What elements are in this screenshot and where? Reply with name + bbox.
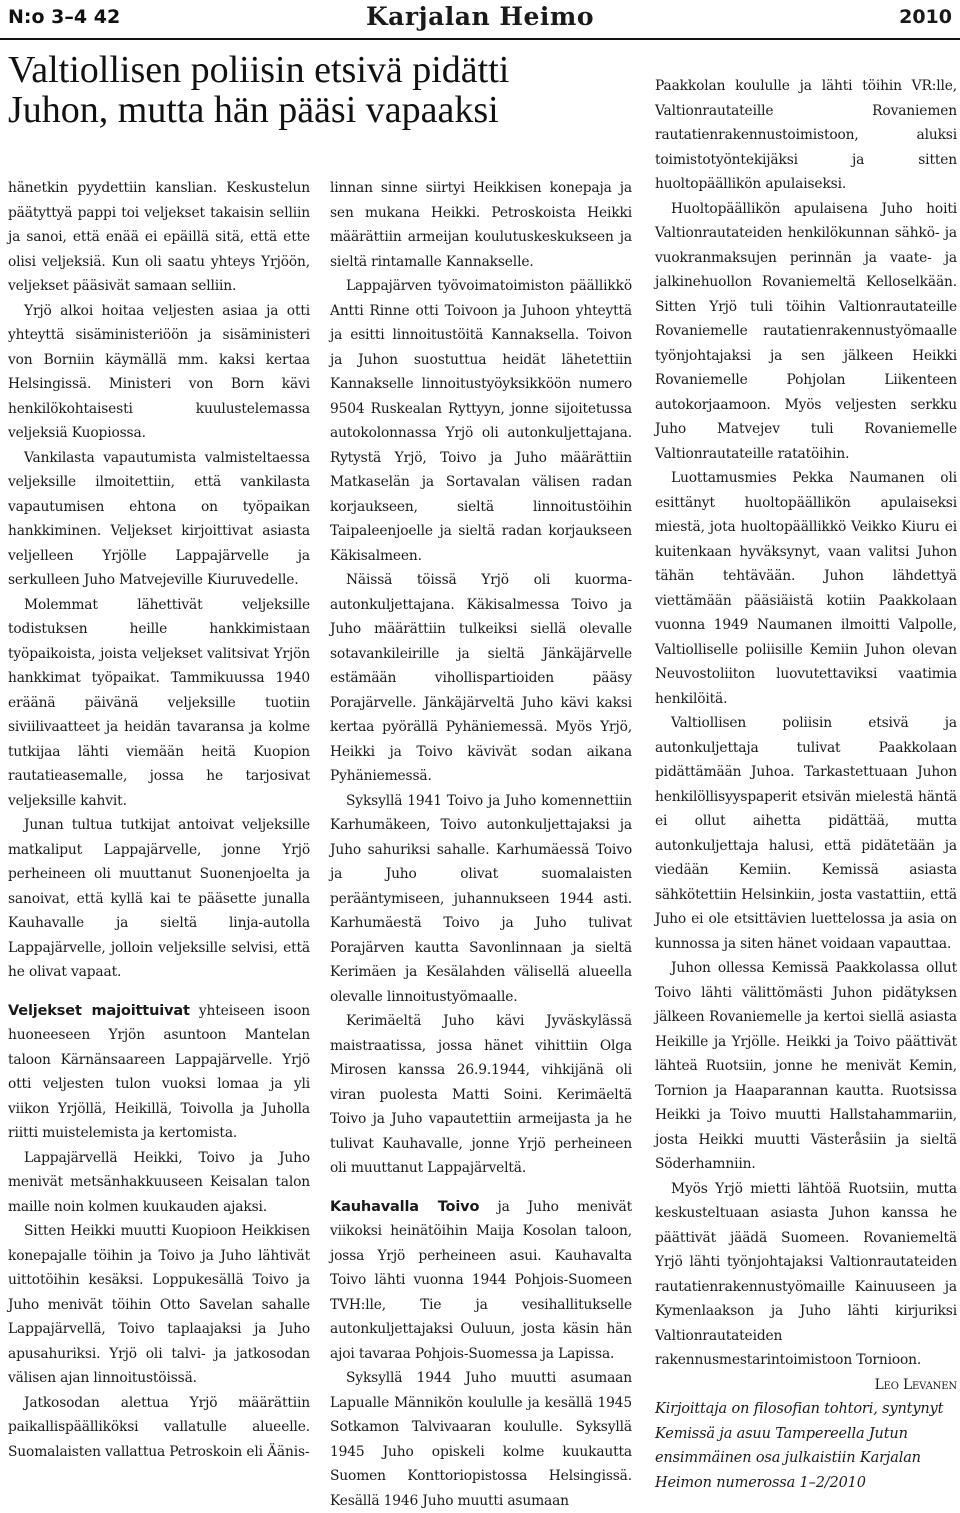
paragraph: Lappajärvellä Heikki, Toivo ja Juho menivät metsänhakkuuseen Keisalan talon maille noin kolmen kuukauden ajaksi. bbox=[8, 1149, 310, 1215]
headline-line-1: Valtiollisen poliisin etsivä pidätti bbox=[8, 49, 510, 91]
section-lead: Veljekset majoittuivat bbox=[8, 1002, 190, 1019]
paragraph: Huoltopäällikön apulaisena Juho hoiti Valtionrautateiden henkilökunnan sähkö- ja vuokranmaksujen perinnän ja vaate- ja jalkinehuollon Rovaniemeltä Kelloselkään. Sitten Yrjö tuli töihin Valtionrautateille Rovaniemelle rautatienrakennustyömaalle työnjohtajaksi ja sen jälkeen Heikki Rovaniemelle Pohjolan Liikenteen autokorjaamoon. Myös veljesten serkku Juho Matvejev tuli Rovaniemelle Valtionrautateille ratatöihin. bbox=[655, 200, 957, 462]
issue-year: 2010 bbox=[899, 6, 952, 28]
paragraph: hänetkin pyydettiin kanslian. Keskustelun päätyttyä pappi toi veljekset takaisin selliin ja sanoi, että enää ei epäillä sitä, että ette olisi veljeksiä. Kun oli saatu yhteys Yrjöön, veljekset pääsivät samaan selliin. bbox=[8, 180, 310, 294]
paragraph: Yrjö alkoi hoitaa veljesten asiaa ja otti yhteyttä sisäministeriöön ja sisäministeri von Borniin käymällä mm. kaksi kertaa Helsingissä. Ministeri von Born kävi henkilökohtaisesti kuulustelemassa veljeksiä Kuopiossa. bbox=[8, 302, 310, 441]
paragraph: Sitten Heikki muutti Kuopioon Heikkisen konepajalle töihin ja Toivo ja Juho lähtivät uittotöihin kesäksi. Loppukesällä Toivo ja Juho menivät töihin Otto Savelan sahalle Lappajärvellä, Toivo taplaajaksi ja Juho apusahuriksi. Yrjö oli talvi- ja jatkosodan välisen ajan linnoitustöissä. bbox=[8, 1223, 310, 1386]
header-divider bbox=[0, 38, 960, 40]
paragraph: Syksyllä 1941 Toivo ja Juho komennettiin Karhumäkeen, Toivo autonkuljettajaksi ja Juho sahuriksi sahalle. Karhumäessä Toivo ja Juho olivat suomalaisten perääntymiseen, juhannukseen 1944 asti. Karhumäestä Toivo ja Juho tulivat Porajärven kautta Savonlinnaan ja sieltä Kerimäen ja Kesälahden välisellä alueella olevalle linnoitustyömaalle. bbox=[330, 792, 632, 1005]
paragraph: Juhon ollessa Kemissä Paakkolassa ollut Toivo lähti välittömästi Juhon pidätyksen jälkeen Rovaniemelle ja kertoi siellä asiasta Heikille ja Yrjölle. Heikki ja Toivo päättivät lähteä Ruotsiin, jonne he menivät Kemin, Tornion ja Haaparannan kautta. Ruotsissa Heikki ja Toivo muutti Hallstahammariin, josta Heikki muutti Västeråsiin ja sieltä Söderhamniin. bbox=[655, 960, 957, 1172]
paragraph bbox=[330, 1195, 632, 1367]
article-column-1 bbox=[8, 176, 310, 1464]
headline-line-2: Juhon, mutta hän pääsi vapaaksi bbox=[8, 89, 499, 131]
paragraph: Luottamusmies Pekka Naumanen oli esittänyt huoltopäällikön apulaiseksi miestä, jota huoltopäällikkö Veikko Kiuru ei kuitenkaan hyväksynyt, vaan valitsi Juhon tähän tehtävään. Juhon lähdettyä viettämään pääsiäistä kotiin Paakkolaan vuonna 1949 Naumanen ilmoitti Valpolle, Valtiolliselle poliisille Kemiin Juhon olevan Neuvostoliiton luovutettaviksi vaatimia henkilöitä. bbox=[655, 470, 957, 707]
author-bio: Kirjoittaja on filosofian tohtori, syntynyt Kemissä ja asuu Tampereella Jutun ensimmäinen osa julkaistiin Karjalan Heimon numerossa 1–2/2010 bbox=[655, 1401, 944, 1491]
page-header bbox=[0, 0, 960, 40]
paragraph: Kerimäeltä Juho kävi Jyväskylässä maistraatissa, jossa hänet vihittiin Olga Mirosen kanssa 26.9.1944, vihkijänä oli viran puolesta Matti Soini. Kerimäeltä Toivo ja Juho vapautettiin armeijasta ja he tulivat Kauhavalle, jonne Yrjö perheineen oli muuttanut Lappajärveltä. bbox=[330, 1013, 632, 1176]
paragraph: Näissä töissä Yrjö oli kuorma-autonkuljettajana. Käkisalmessa Toivo ja Juho määrättiin tulkeiksi siellä olevalle sotavankileirille ja sieltä Jänkäjärvelle estämään vihollispartioiden pääsy Porajärvelle. Jänkäjärveltä Juho kävi kaksi kertaa pyörällä Pyhäniemessä. Myös Yrjö, Heikki ja Toivo kävivät sodan aikana Pyhäniemessä. bbox=[330, 572, 632, 784]
paragraph-text: ja Juho menivät viikoksi heinätöihin Maija Kosolan taloon, jossa Yrjö perheineen asui. Kauhavalta Toivo lähti vuonna 1944 Pohjois-Suomeen TVH:lle, Tie ja vesihallitukselle autonkuljettajaksi Ouluun, josta käsin hän ajoi tavaraa Pohjois-Suomessa ja Lapissa. bbox=[330, 1198, 633, 1362]
paragraph: Lappajärven työvoimatoimiston päällikkö Antti Rinne otti Toivoon ja Juhoon yhteyttä ja esitti linnoitustöitä Kannaksella. Toivon ja Juhon suostuttua heidät lähetettiin Kannakselle linnoitustyöyksikköön numero 9504 Ruskealan Ryttyyn, jonne sijoitetussa autokolonnassa Yrjö oli autonkuljettajana. Rytystä Yrjö, Toivo ja Juho määrättiin Matkaselän ja Sortavalan välisen radan korjaukseen, sieltä linnoitustöihin Taipaleenjoelle ja sieltä radan korjaukseen Käkisalmeen. bbox=[330, 278, 632, 564]
issue-number: N:o 3–4 42 bbox=[8, 6, 121, 28]
paragraph-text: yhteiseen isoon huoneeseen Yrjön asuntoon Mantelan taloon Kärnänsaareen Lappajärvelle. Yrjö otti veljesten tulon vuoksi lomaa ja yli viikon Yrjöllä, Heikillä, Toivolla ja Juholla riitti muistelemista ja kertomista. bbox=[8, 1002, 310, 1141]
section-gap bbox=[330, 1181, 632, 1195]
paragraph: Syksyllä 1944 Juho muutti asumaan Lapualle Männikön koululle ja kesällä 1945 Sotkamon Talvivaaran koululle. Syksyllä 1945 Juho opiskeli kolme kuukautta Suomen Konttoriopistossa Helsingissä. Kesällä 1946 Juho muutti asumaan bbox=[330, 1370, 632, 1509]
article-column-3 bbox=[655, 74, 957, 1495]
paragraph: linnan sinne siirtyi Heikkisen konepaja ja sen mukana Heikki. Petroskoista Heikki määrättiin armeijan koulutuskeskukseen ja sieltä rintamalle Kannakselle. bbox=[330, 180, 632, 270]
article-column-2 bbox=[330, 176, 632, 1513]
paragraph: Vankilasta vapautumista valmisteltaessa veljeksille ilmoitettiin, että vankilasta vapautumisen ehtona on työpaikan hankkiminen. Veljekset kirjoittivat asiasta veljelleen Yrjölle Lappajärvelle ja serkulleen Juho Matvejeville Kiuruvedelle. bbox=[8, 449, 310, 588]
paragraph: Myös Yrjö mietti lähtöä Ruotsiin, mutta keskusteltuaan asiasta Juhon kanssa he päättivät jäädä Suomeen. Rovaniemeltä Yrjö lähti työnjohtajaksi Valtionrautateiden rautatienrakennustyömaille Kainuuseen ja Kymenlaakson ja Juho lähti kirjuriksi Valtionrautateiden rakennusmestarintoimistoon Tornioon. bbox=[655, 1180, 957, 1368]
paragraph bbox=[8, 999, 310, 1146]
author-signature: Leo Levanen bbox=[874, 1376, 957, 1393]
paragraph: Jatkosodan alettua Yrjö määrättiin paikallispäälliköksi vallatulle alueelle. Suomalaisten vallattua Petroskoin eli Äänis- bbox=[8, 1394, 310, 1460]
section-lead: Kauhavalla Toivo bbox=[330, 1198, 480, 1215]
paragraph: Junan tultua tutkijat antoivat veljeksille matkaliput Lappajärvelle, jonne Yrjö perheineen oli muuttanut Suonenjoelta ja sanoivat, että kyllä kai te pääsette junalla Kauhavalle ja sieltä linja-autolla Lappajärvelle, jolloin veljeksille selvisi, että he olivat vapaat. bbox=[8, 817, 310, 980]
masthead-title: Karjalan Heimo bbox=[365, 2, 595, 31]
paragraph: Molemmat lähettivät veljeksille todistuksen heille hankkimistaan työpaikoista, joista veljekset valitsivat Yrjön hankkimat työpaikat. Tammikuussa 1940 eräänä päivänä veljeksille tuotiin siviilivaatteet ja heidän tavaransa ja kolme tutkijaa lähti viemään heitä Kuopion rautatieasemalle, jossa he tarjosivat veljeksille kahvit. bbox=[8, 596, 310, 809]
paragraph: Paakkolan koululle ja lähti töihin VR:lle, Valtionrautateille Rovaniemen rautatienrakennustoimistoon, aluksi toimistotyöntekijäksi ja sitten huoltopäällikön apulaiseksi. bbox=[655, 78, 957, 192]
paragraph: Valtiollisen poliisin etsivä ja autonkuljettaja tulivat Paakkolaan pidättämään Juhoa. Tarkastettuaan Juhon henkilöllisyyspaperit etsivän mielestä häntä ei ollut aihetta pidättää, mutta autonkuljettaja halusi, että pidätetään ja viedään Kemiin. Kemissä asiasta sähkötettiin Helsinkiin, josta vastattiin, että Juho ei ole etsittävien luettelossa ja asia on kunnossa ja siten hänet voidaan vapauttaa. bbox=[655, 715, 957, 952]
section-gap bbox=[8, 985, 310, 999]
article-headline bbox=[8, 50, 628, 130]
